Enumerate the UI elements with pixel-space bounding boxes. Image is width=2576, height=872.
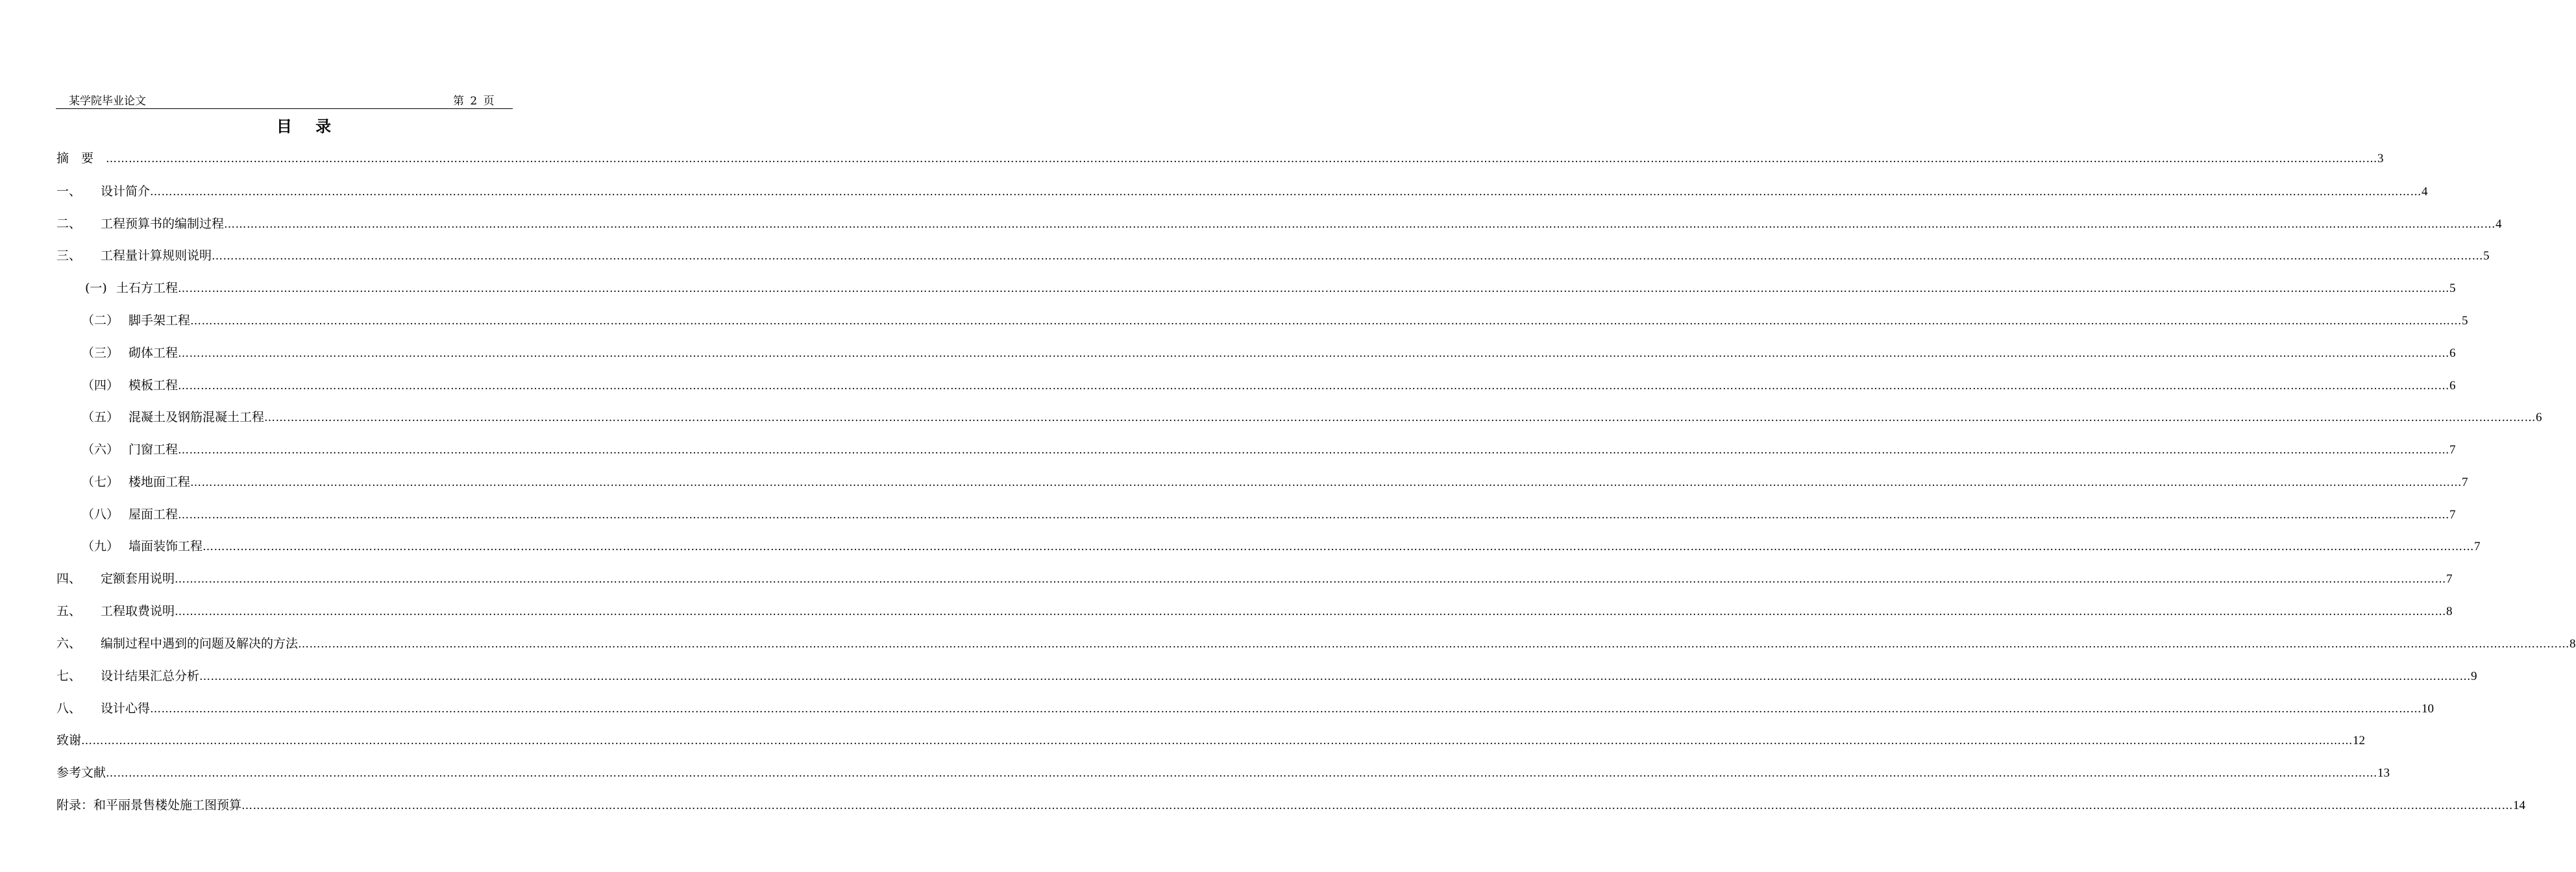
toc-entry[interactable] — [56, 247, 2490, 265]
toc-dot-leader: …………………………………………………………………………………………………………………………………………………………………………………………………………………………………………………………………………………………………………………………………………………………………………………………………………………………………………………………………………………………………………………………………………………… — [175, 573, 2447, 586]
toc-entry[interactable] — [56, 602, 2453, 621]
toc-entry[interactable] — [56, 149, 2384, 168]
toc-entry-number: （五） — [82, 410, 119, 424]
toc-entry-page-number: 13 — [2377, 766, 2390, 780]
toc-entry-page-number: 4 — [2422, 185, 2428, 199]
toc-entry-label: 工程取费说明 — [101, 604, 175, 618]
toc-entry[interactable] — [82, 344, 2456, 363]
toc-entry-label: 模板工程 — [129, 378, 178, 393]
toc-entry-number: （二） — [82, 313, 119, 328]
toc-entry-page-number: 7 — [2449, 443, 2456, 457]
toc-dot-leader: …………………………………………………………………………………………………………………………………………………………………………………………………………………………………………………………………………………………………………………………………………………………………………………………………………………………………………………………………………………………………………………………………………………… — [150, 186, 2422, 199]
toc-dot-leader: …………………………………………………………………………………………………………………………………………………………………………………………………………………………………………………………………………………………………………………………………………………………………………………………………………………………………………………………………………………………………………………………………………………… — [178, 347, 2450, 360]
toc-entry-label: 土石方工程 — [116, 281, 178, 295]
toc-entry-label: 定额套用说明 — [101, 572, 175, 586]
toc-entry-number: 四、 — [56, 572, 82, 586]
toc-entry-label: 砌体工程 — [129, 346, 178, 360]
toc-entry-page-number: 6 — [2449, 346, 2456, 360]
toc-entry-label: 墙面装饰工程 — [129, 539, 203, 553]
toc-dot-leader: …………………………………………………………………………………………………………………………………………………………………………………………………………………………………………………………………………………………………………………………………………………………………………………………………………………………………………………………………………………………………………………………………………………… — [150, 703, 2422, 716]
toc-entry-page-number: 5 — [2449, 282, 2456, 295]
page-header — [56, 94, 513, 109]
toc-entry-number: （六） — [82, 442, 119, 457]
toc-entry[interactable] — [56, 699, 2435, 718]
toc-entry-page-number: 5 — [2462, 314, 2468, 328]
toc-dot-leader: …………………………………………………………………………………………………………………………………………………………………………………………………………………………………………………………………………………………………………………………………………………………………………………………………………………………………………………………………………………………………………………………………………………… — [224, 218, 2496, 231]
toc-dot-leader: …………………………………………………………………………………………………………………………………………………………………………………………………………………………………………………………………………………………………………………………………………………………………………………………………………………………………………………………………………………………………………………………………………………… — [178, 509, 2450, 522]
toc-entry-number: (一) — [85, 281, 107, 295]
toc-dot-leader: …………………………………………………………………………………………………………………………………………………………………………………………………………………………………………………………………………………………………………………………………………………………………………………………………………………………………………………………………………………………………………………………………………………… — [212, 250, 2484, 263]
toc-entry-label: 摘 要 — [56, 151, 106, 165]
toc-entry[interactable] — [82, 505, 2456, 524]
toc-entry[interactable] — [82, 473, 2468, 492]
toc-entry[interactable] — [56, 215, 2502, 234]
toc-entry-number: （三） — [82, 346, 119, 360]
toc-entry-page-number: 9 — [2471, 670, 2477, 683]
toc-dot-leader: …………………………………………………………………………………………………………………………………………………………………………………………………………………………………………………………………………………………………………………………………………………………………………………………………………………………………………………………………………………………………………………………………………………… — [81, 734, 2353, 747]
toc-entry-label: 设计结果汇总分析 — [101, 669, 200, 683]
toc-entry[interactable] — [56, 635, 2576, 653]
toc-entry[interactable] — [82, 376, 2456, 395]
toc-entry-page-number: 7 — [2449, 508, 2456, 522]
toc-entry-label: 楼地面工程 — [129, 475, 191, 489]
toc-entry-number: 五、 — [56, 604, 82, 618]
toc-entry[interactable] — [56, 796, 2526, 815]
toc-entry-number: （七） — [82, 475, 119, 489]
toc-dot-leader: …………………………………………………………………………………………………………………………………………………………………………………………………………………………………………………………………………………………………………………………………………………………………………………………………………………………………………………………………………………………………………………………………………………… — [298, 638, 2570, 651]
toc-entry[interactable] — [82, 537, 2481, 556]
toc-entry-number: 二、 — [56, 217, 82, 231]
toc-entry[interactable] — [56, 570, 2453, 588]
toc-entry-label: 附录：和平丽景售楼处施工图预算 — [56, 798, 242, 812]
toc-entry-number: （八） — [82, 507, 119, 522]
toc-entry[interactable] — [56, 667, 2477, 686]
toc-entry[interactable] — [56, 731, 2366, 750]
toc-dot-leader: …………………………………………………………………………………………………………………………………………………………………………………………………………………………………………………………………………………………………………………………………………………………………………………………………………………………………………………………………………………………………………………………………………………… — [199, 670, 2472, 683]
header-page-number: 第 2 页 — [453, 95, 495, 108]
toc-entry-page-number: 10 — [2422, 702, 2435, 716]
toc-entry-page-number: 4 — [2496, 217, 2502, 231]
toc-entry-page-number: 12 — [2353, 734, 2366, 747]
toc-entry-number: 三、 — [56, 248, 82, 263]
toc-entry-page-number: 6 — [2449, 379, 2456, 393]
toc-entry-label: 门窗工程 — [129, 442, 178, 457]
toc-dot-leader: …………………………………………………………………………………………………………………………………………………………………………………………………………………………………………………………………………………………………………………………………………………………………………………………………………………………………………………………………………………………………………………………………………………… — [241, 799, 2514, 812]
toc-entry-label: 编制过程中遇到的问题及解决的方法 — [101, 636, 299, 651]
toc-entry-number: 六、 — [56, 636, 82, 651]
toc-entry-label: 致谢 — [56, 733, 82, 747]
toc-entry[interactable] — [85, 279, 2456, 298]
toc-entry-page-number: 7 — [2462, 476, 2468, 489]
toc-entry[interactable] — [82, 311, 2468, 330]
toc-dot-leader: …………………………………………………………………………………………………………………………………………………………………………………………………………………………………………………………………………………………………………………………………………………………………………………………………………………………………………………………………………………………………………………………………………………… — [178, 444, 2450, 457]
toc-dot-leader: …………………………………………………………………………………………………………………………………………………………………………………………………………………………………………………………………………………………………………………………………………………………………………………………………………………………………………………………………………………………………………………………………………………… — [190, 315, 2462, 328]
toc-entry-number: 八、 — [56, 701, 82, 716]
toc-entry-page-number: 7 — [2446, 572, 2453, 586]
toc-entry-label: 参考文献 — [56, 766, 106, 780]
toc-entry-label: 脚手架工程 — [129, 313, 191, 328]
toc-entry-number: （四） — [82, 378, 119, 393]
toc-dot-leader: …………………………………………………………………………………………………………………………………………………………………………………………………………………………………………………………………………………………………………………………………………………………………………………………………………………………………………………………………………………………………………………………………………………… — [264, 411, 2536, 424]
toc-dot-leader: …………………………………………………………………………………………………………………………………………………………………………………………………………………………………………………………………………………………………………………………………………………………………………………………………………………………………………………………………………………………………………………………………………………… — [178, 282, 2450, 295]
header-school-title: 某学院毕业论文 — [69, 95, 146, 108]
toc-entry[interactable] — [56, 182, 2428, 201]
toc-dot-leader: …………………………………………………………………………………………………………………………………………………………………………………………………………………………………………………………………………………………………………………………………………………………………………………………………………………………………………………………………………………………………………………………………………………… — [106, 152, 2378, 165]
toc-entry-label: 混凝土及钢筋混凝土工程 — [129, 410, 265, 424]
toc-entry-label: 屋面工程 — [129, 507, 178, 522]
toc-entry-label: 工程量计算规则说明 — [101, 248, 212, 263]
toc-entry-number: （九） — [82, 539, 119, 553]
toc-entry-label: 设计简介 — [101, 184, 151, 199]
toc-entry-page-number: 3 — [2377, 152, 2384, 165]
toc-entry[interactable] — [82, 441, 2456, 459]
toc-entry-label: 设计心得 — [101, 701, 151, 716]
toc-entry-page-number: 14 — [2513, 799, 2526, 812]
toc-dot-leader: …………………………………………………………………………………………………………………………………………………………………………………………………………………………………………………………………………………………………………………………………………………………………………………………………………………………………………………………………………………………………………………………………………………… — [202, 540, 2475, 553]
toc-entry-number: 七、 — [56, 669, 82, 683]
toc-entry-number: 一、 — [56, 184, 82, 199]
toc-entry-page-number: 7 — [2474, 540, 2481, 553]
toc-entry-page-number: 5 — [2483, 249, 2490, 263]
toc-dot-leader: …………………………………………………………………………………………………………………………………………………………………………………………………………………………………………………………………………………………………………………………………………………………………………………………………………………………………………………………………………………………………………………………………………………… — [106, 767, 2378, 780]
toc-entry-page-number: 6 — [2536, 411, 2542, 424]
toc-dot-leader: …………………………………………………………………………………………………………………………………………………………………………………………………………………………………………………………………………………………………………………………………………………………………………………………………………………………………………………………………………………………………………………………………………………… — [190, 476, 2462, 489]
toc-entry[interactable] — [56, 764, 2390, 782]
toc-entry-page-number: 8 — [2446, 605, 2453, 618]
toc-dot-leader: …………………………………………………………………………………………………………………………………………………………………………………………………………………………………………………………………………………………………………………………………………………………………………………………………………………………………………………………………………………………………………………………………………………… — [178, 380, 2450, 393]
toc-dot-leader: …………………………………………………………………………………………………………………………………………………………………………………………………………………………………………………………………………………………………………………………………………………………………………………………………………………………………………………………………………………………………………………………………………………… — [175, 605, 2447, 618]
toc-entry-label: 工程预算书的编制过程 — [101, 217, 225, 231]
toc-entry-page-number: 8 — [2570, 637, 2576, 651]
toc-title: 目 录 — [276, 117, 341, 136]
toc-entry[interactable] — [82, 408, 2542, 427]
